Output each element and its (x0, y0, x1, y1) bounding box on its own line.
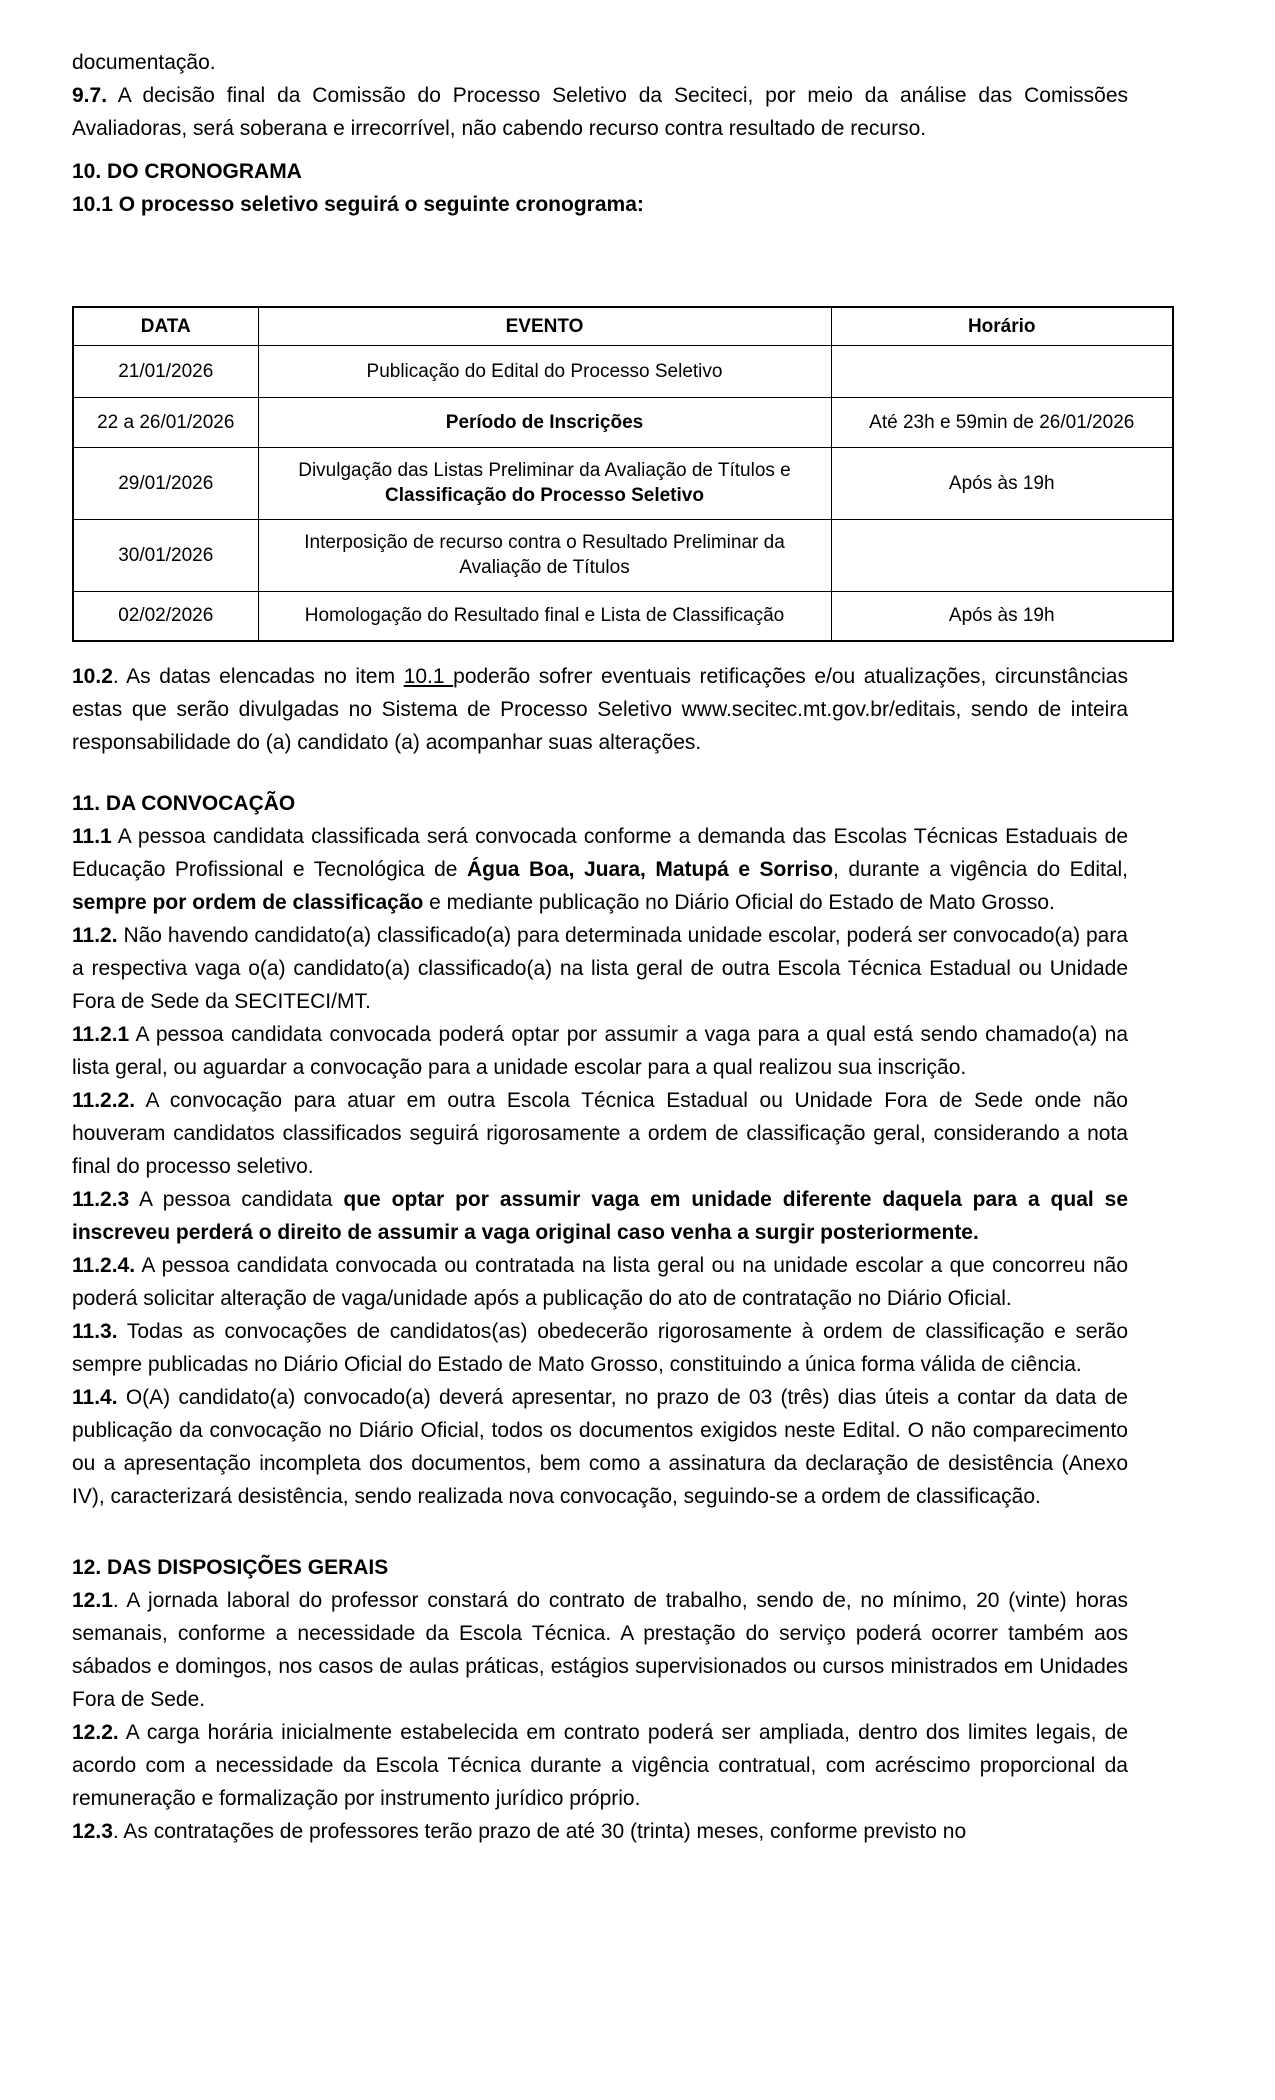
cell-data: 29/01/2026 (73, 447, 258, 519)
spacer (72, 642, 1128, 660)
text-run: . A jornada laboral do professor constará do contrato de trabalho, sendo de, no mínimo, 20 (vinte) horas semanais, conforme a necessidade da Escola Técnica. A prestação do serviço poderá ocorrer também aos sábados e domingos, nos casos de aulas práticas, estágios supervisionados ou cursos ministrados em Unidades Fora de Sede. (72, 1589, 1128, 1711)
table-row (73, 397, 1173, 447)
item-10-2 (72, 660, 1128, 759)
item-11-2 (72, 919, 1128, 1018)
cell-evento (258, 345, 831, 397)
text-run: documentação. (72, 51, 216, 74)
text-run: e mediante publicação no Diário Oficial do Estado de Mato Grosso. (423, 891, 1055, 914)
text-run-bold: 11. DA CONVOCAÇÃO (72, 792, 296, 815)
table-row (73, 519, 1173, 591)
item-11-2-1 (72, 1018, 1128, 1084)
text-run: A pessoa candidata convocada ou contratada na lista geral ou na unidade escolar a que concorreu não poderá solicitar alteração de vaga/unidade após a publicação do ato de contratação no Diário Oficial. (72, 1254, 1128, 1310)
item-9-7 (72, 79, 1128, 145)
column-header-1: DATA (73, 307, 258, 345)
text-run-bold: 10. DO CRONOGRAMA (72, 160, 302, 183)
cell-evento (258, 519, 831, 591)
text-run: , durante a vigência do Edital, (833, 858, 1128, 881)
text-run: . As contratações de professores terão prazo de até 30 (trinta) meses, conforme previsto no (112, 1820, 967, 1843)
cell-evento (258, 397, 831, 447)
item-12-2 (72, 1716, 1128, 1815)
heading-11-da-convocacao (72, 787, 1128, 820)
paragraph-continuation (72, 46, 1128, 79)
cell-data: 21/01/2026 (73, 345, 258, 397)
cell-evento (258, 447, 831, 519)
column-header-2: EVENTO (258, 307, 831, 345)
item-11-2-3 (72, 1183, 1128, 1249)
text-run-bold: 11.2.1 (72, 1023, 130, 1046)
text-run-bold: 11.2.4. (72, 1254, 136, 1277)
text-run-bold: 11.4. (72, 1386, 118, 1409)
text-run: A decisão final da Comissão do Processo Seletivo da Seciteci, por meio da análise das Comissões Avaliadoras, será soberana e irrecorrível, não cabendo recurso contra resultado de recurso. (72, 84, 1128, 140)
cell-horario: Após às 19h (831, 591, 1173, 641)
item-11-2-2 (72, 1084, 1128, 1183)
text-run: A pessoa candidata classificada será convocada conforme a demanda das Escolas Técnicas Estaduais de Educação Profissional e Tecnológica de (72, 825, 1128, 881)
text-run-bold: sempre por ordem de classificação (72, 891, 424, 914)
item-11-4 (72, 1381, 1128, 1513)
text-run: Todas as convocações de candidatos(as) obedecerão rigorosamente à ordem de classificação e serão sempre publicadas no Diário Oficial do Estado de Mato Grosso, constituindo a única forma válida de ciência. (72, 1320, 1128, 1376)
spacer (72, 145, 1128, 155)
column-header-3: Horário (831, 307, 1173, 345)
spacer (72, 759, 1128, 787)
table-row (73, 591, 1173, 641)
item-12-3 (72, 1815, 1128, 1848)
text-run-bold: 11.2. (72, 924, 118, 947)
text-run: Não havendo candidato(a) classificado(a) para determinada unidade escolar, poderá ser convocado(a) para a respectiva vaga o(a) candidato(a) classificado(a) na lista geral de outra Escola Técnica Estadual ou Unidade Fora de Sede da SECITECI/MT. (72, 924, 1128, 1013)
spacer (72, 221, 1128, 306)
text-run: poderão sofrer eventuais retificações e/ou atualizações, circunstâncias estas que serão divulgadas no Sistema de Processo Seletivo www.secitec.mt.gov.br/editais, sendo de inteira responsabilidade do (a) candidato (a) acompanhar suas alterações. (72, 665, 1128, 754)
cell-data: 30/01/2026 (73, 519, 258, 591)
text-run: Interposição de recurso contra o Resultado Preliminar da Avaliação de Títulos (304, 532, 785, 578)
text-run-bold: 11.2.3 (72, 1188, 130, 1211)
cell-data: 02/02/2026 (73, 591, 258, 641)
item-12-1 (72, 1584, 1128, 1716)
text-run-bold: 10.2 (72, 665, 113, 688)
text-run: A carga horária inicialmente estabelecida em contrato poderá ser ampliada, dentro dos limites legais, de acordo com a necessidade da Escola Técnica durante a vigência contratual, com acréscimo proporcional da remuneração e formalização por instrumento jurídico próprio. (72, 1721, 1128, 1810)
text-run: Homologação do Resultado final e Lista de Classificação (304, 605, 785, 627)
text-run-bold: 12.3 (72, 1820, 113, 1843)
text-run-bold: 11.1 (72, 825, 112, 848)
text-run-bold: Classificação do Processo Seletivo (385, 485, 704, 506)
text-run-bold: 12.2. (72, 1721, 119, 1744)
table-row (73, 345, 1173, 397)
cell-data: 22 a 26/01/2026 (73, 397, 258, 447)
text-run-bold: 11.3. (72, 1320, 118, 1343)
text-run: O(A) candidato(a) convocado(a) deverá apresentar, no prazo de 03 (três) dias úteis a contar da data de publicação da convocação no Diário Oficial, todos os documentos exigidos neste Edital. O não comparecimento ou a apresentação incompleta dos documentos, bem como a assinatura da declaração de desistência (Anexo IV), caracterizará desistência, sendo realizada nova convocação, seguindo-se a ordem de classificação. (72, 1386, 1128, 1508)
cell-horario (831, 519, 1173, 591)
text-run-underline: 10.1 (403, 665, 454, 688)
item-10-1 (72, 188, 1128, 221)
text-run-bold: 12. DAS DISPOSIÇÕES GERAIS (72, 1556, 389, 1579)
cell-horario (831, 345, 1173, 397)
item-11-2-4 (72, 1249, 1128, 1315)
text-run-bold: que optar por assumir vaga em unidade diferente daquela para a qual se inscreveu perderá o direito de assumir a vaga original caso venha a surgir posteriormente. (72, 1188, 1128, 1244)
cell-evento (258, 591, 831, 641)
text-run: A pessoa candidata (129, 1188, 344, 1211)
text-run: A convocação para atuar em outra Escola Técnica Estadual ou Unidade Fora de Sede onde não houveram candidatos classificados seguirá rigorosamente a ordem de classificação geral, considerando a nota final do processo seletivo. (72, 1089, 1128, 1178)
item-11-3 (72, 1315, 1128, 1381)
item-11-1 (72, 820, 1128, 919)
cell-horario: Até 23h e 59min de 26/01/2026 (831, 397, 1173, 447)
text-run-bold: Período de Inscrições (445, 411, 644, 433)
heading-10-do-cronograma (72, 155, 1128, 188)
cronograma-table (72, 306, 1174, 642)
text-run-bold: 9.7. (72, 84, 108, 107)
text-run: . As datas elencadas no item (112, 665, 404, 688)
heading-12-disposicoes-gerais (72, 1551, 1128, 1584)
spacer (72, 1513, 1128, 1551)
text-run-bold: Água Boa, Juara, Matupá e Sorriso (466, 858, 834, 881)
table-row (73, 447, 1173, 519)
text-run: Publicação do Edital do Processo Seletivo (366, 360, 723, 382)
text-run-bold: 12.1 (72, 1589, 113, 1612)
text-run: A pessoa candidata convocada poderá optar por assumir a vaga para a qual está sendo chamado(a) na lista geral, ou aguardar a convocação para a unidade escolar para a qual realizou sua inscrição. (72, 1023, 1128, 1079)
text-run-bold: 11.2.2. (72, 1089, 136, 1112)
cell-horario: Após às 19h (831, 447, 1173, 519)
table-header-row (73, 307, 1173, 345)
text-run: Divulgação das Listas Preliminar da Avaliação de Títulos e (298, 460, 791, 481)
text-run-bold: 10.1 O processo seletivo seguirá o seguinte cronograma: (72, 193, 644, 216)
